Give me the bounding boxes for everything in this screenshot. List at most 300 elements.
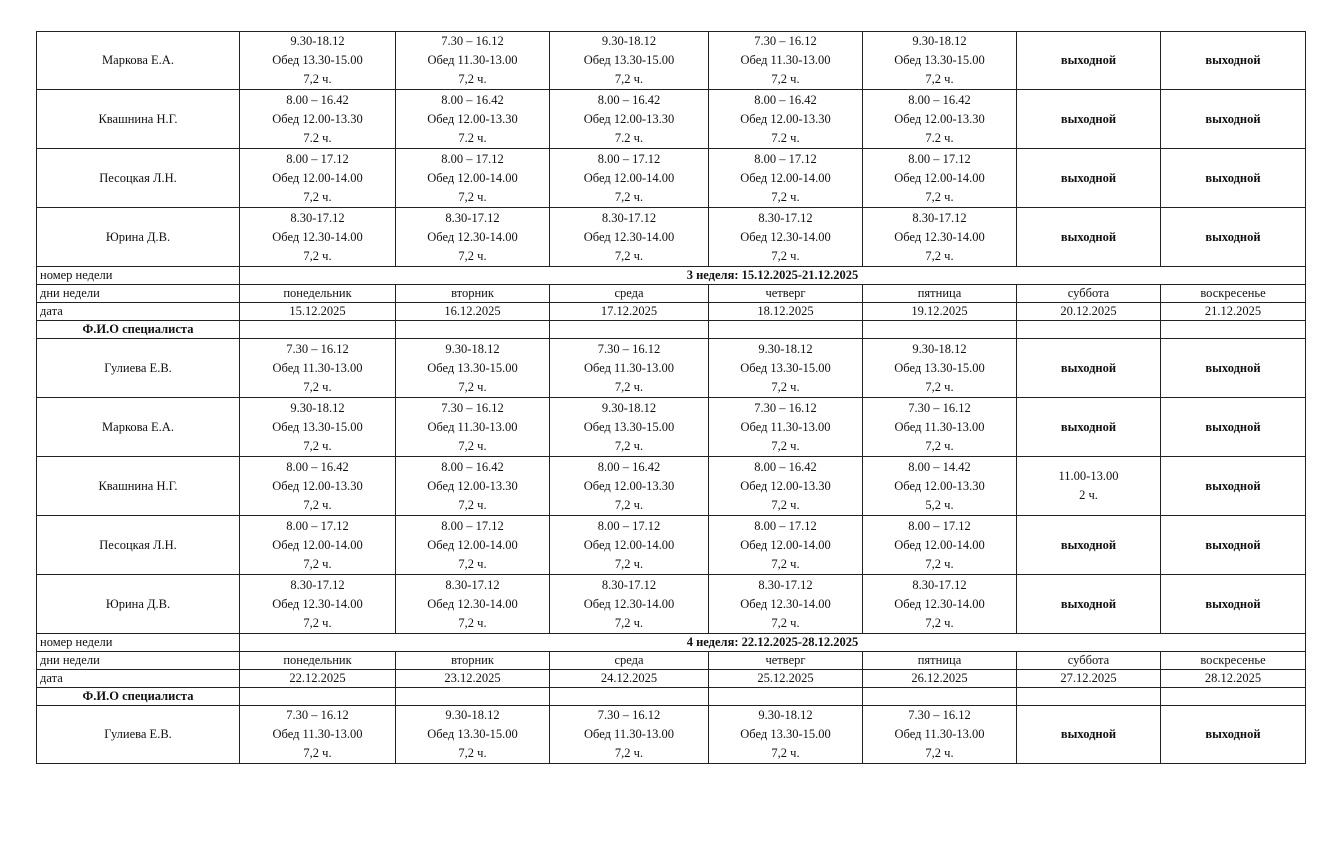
- shift-cell: [550, 208, 709, 267]
- shift-cell: [396, 208, 550, 267]
- hours-total: 7,2 ч.: [925, 72, 954, 86]
- shift-hours: 8.00 – 17.12: [286, 518, 349, 533]
- shift-cell: [709, 339, 863, 398]
- shift-hours: 8.00 – 17.12: [597, 518, 661, 533]
- shift-hours: 8.30-17.12: [290, 577, 345, 592]
- shift-cell: [550, 575, 709, 634]
- weekday-name: четверг: [709, 652, 863, 670]
- week-number-label: номер недели: [37, 634, 240, 652]
- shift-hours: 8.00 – 17.12: [441, 151, 504, 166]
- empty-cell: [1017, 688, 1161, 706]
- hours-total: 7,2 ч.: [771, 497, 800, 512]
- saturday-day-off: выходной: [1017, 706, 1161, 764]
- empty-cell: [1017, 321, 1161, 339]
- lunch-break: Обед 11.30-13.00: [583, 727, 675, 741]
- lunch-break: Обед 12.00-14.00: [894, 537, 985, 552]
- hours-total: 7,2 ч.: [771, 72, 800, 86]
- shift-cell: [550, 90, 709, 149]
- lunch-break: Обед 12.30-14.00: [740, 229, 831, 244]
- hours-total: 7,2 ч.: [303, 72, 332, 86]
- hours-total: 7,2 ч.: [771, 438, 800, 453]
- lunch-break: Обед 12.00-14.00: [427, 537, 518, 552]
- lunch-break: Обед 13.30-15.00: [583, 53, 675, 67]
- shift-hours: 8.00 – 17.12: [908, 151, 971, 166]
- date-label: дата: [37, 670, 240, 688]
- date-label: дата: [37, 303, 240, 321]
- lunch-break: Обед 12.00-13.30: [427, 111, 518, 126]
- sunday-day-off: выходной: [1161, 149, 1306, 208]
- lunch-break: Обед 11.30-13.00: [427, 419, 518, 434]
- hours-total: 7,2 ч.: [303, 248, 332, 263]
- table-row: [37, 398, 1306, 457]
- lunch-break: Обед 12.30-14.00: [272, 596, 363, 611]
- empty-cell: [396, 321, 550, 339]
- hours-total: 7,2 ч.: [614, 615, 644, 630]
- shift-cell: [709, 516, 863, 575]
- shift-cell: [240, 706, 396, 764]
- specialist-name: Маркова Е.А.: [37, 32, 240, 90]
- table-row: [37, 90, 1306, 149]
- table-row: [37, 339, 1306, 398]
- shift-cell: [550, 706, 709, 764]
- date-cell: 27.12.2025: [1017, 670, 1161, 688]
- shift-cell: [396, 575, 550, 634]
- lunch-break: Обед 13.30-15.00: [583, 419, 675, 434]
- date-cell: 16.12.2025: [396, 303, 550, 321]
- shift-hours: 8.30-17.12: [601, 577, 657, 592]
- hours-total: 7,2 ч.: [303, 497, 332, 512]
- shift-hours: 8.30-17.12: [290, 210, 345, 225]
- shift-hours: 8.30-17.12: [912, 577, 967, 592]
- shift-hours: 8.00 – 16.42: [597, 459, 661, 474]
- empty-cell: [1161, 688, 1306, 706]
- shift-hours: 8.30-17.12: [445, 577, 500, 592]
- weekday-name: понедельник: [240, 285, 396, 303]
- lunch-break: Обед 12.00-13.30: [427, 478, 518, 493]
- hours-total: 7,2 ч.: [614, 746, 644, 760]
- weekday-name: среда: [550, 652, 709, 670]
- shift-cell: [240, 457, 396, 516]
- shift-cell: [240, 149, 396, 208]
- empty-cell: [863, 688, 1017, 706]
- lunch-break: Обед 11.30-13.00: [894, 419, 985, 434]
- lunch-break: Обед 11.30-13.00: [272, 360, 363, 375]
- date-cell: 24.12.2025: [550, 670, 709, 688]
- shift-hours: 9.30-18.12: [758, 708, 813, 722]
- hours-total: 7,2 ч.: [303, 438, 332, 453]
- week-title: 4 неделя: 22.12.2025-28.12.2025: [240, 634, 1306, 652]
- weekdays-label: дни недели: [37, 285, 240, 303]
- lunch-break: Обед 12.00-14.00: [272, 537, 363, 552]
- sunday-day-off: выходной: [1161, 516, 1306, 575]
- shift-hours: 8.00 – 16.42: [286, 92, 349, 107]
- hours-total: 7.2 ч.: [925, 130, 954, 145]
- hours-total: 7,2 ч.: [614, 189, 644, 204]
- shift-cell: [240, 398, 396, 457]
- shift-cell: [709, 706, 863, 764]
- table-row: [37, 32, 1306, 90]
- lunch-break: Обед 12.30-14.00: [894, 596, 985, 611]
- specialist-name: Юрина Д.В.: [37, 575, 240, 634]
- shift-cell: [550, 339, 709, 398]
- lunch-break: Обед 13.30-15.00: [740, 360, 831, 375]
- lunch-break: Обед 12.30-14.00: [740, 596, 831, 611]
- hours-total: 7.2 ч.: [771, 130, 800, 145]
- shift-hours: 7.30 – 16.12: [754, 34, 817, 48]
- sunday-day-off: выходной: [1161, 457, 1306, 516]
- lunch-break: Обед 12.00-13.30: [272, 478, 363, 493]
- weekday-name: понедельник: [240, 652, 396, 670]
- hours-total: 7,2 ч.: [458, 72, 487, 86]
- hours-total: 7,2 ч.: [925, 189, 954, 204]
- sunday-day-off: выходной: [1161, 706, 1306, 764]
- shift-cell: [550, 457, 709, 516]
- shift-hours: 8.00 – 16.42: [441, 459, 504, 474]
- hours-total: 7,2 ч.: [925, 379, 954, 394]
- weekday-name: суббота: [1017, 285, 1161, 303]
- date-cell: 20.12.2025: [1017, 303, 1161, 321]
- date-cell: 26.12.2025: [863, 670, 1017, 688]
- shift-cell: [863, 516, 1017, 575]
- specialist-header-row: [37, 321, 1306, 339]
- empty-cell: [550, 688, 709, 706]
- sunday-day-off: выходной: [1161, 208, 1306, 267]
- saturday-day-off: выходной: [1017, 575, 1161, 634]
- shift-cell: [550, 32, 709, 90]
- hours-total: 7,2 ч.: [771, 248, 800, 263]
- weekday-name: среда: [550, 285, 709, 303]
- hours-total: 7,2 ч.: [614, 72, 644, 86]
- shift-hours: 9.30-18.12: [290, 34, 345, 48]
- specialist-header: Ф.И.О специалиста: [37, 321, 240, 339]
- hours-total: 7,2 ч.: [303, 746, 332, 760]
- hours-total: 7,2 ч.: [614, 379, 644, 394]
- lunch-break: Обед 12.00-13.30: [740, 478, 831, 493]
- weekday-name: вторник: [396, 285, 550, 303]
- date-cell: 22.12.2025: [240, 670, 396, 688]
- shift-cell: [709, 208, 863, 267]
- hours-total: 7,2 ч.: [303, 189, 332, 204]
- shift-cell: [863, 706, 1017, 764]
- shift-cell: [863, 575, 1017, 634]
- shift-cell: [396, 339, 550, 398]
- shift-hours: 8.30-17.12: [601, 210, 657, 225]
- shift-hours: 8.30-17.12: [445, 210, 500, 225]
- shift-cell: [240, 339, 396, 398]
- hours-total: 7,2 ч.: [925, 438, 954, 453]
- lunch-break: Обед 11.30-13.00: [740, 53, 831, 67]
- hours-total: 7.2 ч.: [614, 130, 644, 145]
- shift-hours: 9.30-18.12: [758, 341, 813, 356]
- shift-hours: 7.30 – 16.12: [597, 341, 661, 356]
- weekday-name: воскресенье: [1161, 285, 1306, 303]
- shift-hours: 7.30 – 16.12: [286, 708, 349, 722]
- hours-total: 7,2 ч.: [925, 615, 954, 630]
- shift-hours: 8.00 – 17.12: [908, 518, 971, 533]
- date-cell: 23.12.2025: [396, 670, 550, 688]
- empty-cell: [240, 688, 396, 706]
- shift-cell: [396, 706, 550, 764]
- hours-total: 7,2 ч.: [303, 379, 332, 394]
- lunch-break: Обед 12.00-14.00: [740, 537, 831, 552]
- hours-total: 7,2 ч.: [925, 248, 954, 263]
- weekday-name: вторник: [396, 652, 550, 670]
- specialist-name: Гулиева Е.В.: [37, 706, 240, 764]
- shift-cell: [550, 149, 709, 208]
- lunch-break: Обед 12.30-14.00: [583, 596, 675, 611]
- shift-hours: 8.00 – 16.42: [597, 92, 661, 107]
- shift-cell: [709, 32, 863, 90]
- saturday-day-off: выходной: [1017, 339, 1161, 398]
- lunch-break: Обед 12.00-14.00: [740, 170, 831, 185]
- date-cell: 17.12.2025: [550, 303, 709, 321]
- hours-total: 7,2 ч.: [458, 248, 487, 263]
- weekday-name: воскресенье: [1161, 652, 1306, 670]
- schedule-table: [36, 31, 1306, 764]
- lunch-break: Обед 12.30-14.00: [427, 229, 518, 244]
- shift-hours: 8.00 – 16.42: [754, 92, 817, 107]
- shift-hours: 9.30-18.12: [912, 34, 967, 48]
- hours-total: 7,2 ч.: [771, 189, 800, 204]
- empty-cell: [550, 321, 709, 339]
- date-cell: 25.12.2025: [709, 670, 863, 688]
- specialist-name: Маркова Е.А.: [37, 398, 240, 457]
- specialist-name: Песоцкая Л.Н.: [37, 149, 240, 208]
- shift-hours: 7.30 – 16.12: [908, 400, 971, 415]
- sunday-day-off: выходной: [1161, 32, 1306, 90]
- lunch-break: Обед 12.00-14.00: [272, 170, 363, 185]
- sunday-day-off: выходной: [1161, 90, 1306, 149]
- shift-hours: 9.30-18.12: [601, 34, 657, 48]
- hours-total: 5,2 ч.: [925, 497, 954, 512]
- week-number-row: [37, 267, 1306, 285]
- date-cell: 19.12.2025: [863, 303, 1017, 321]
- shift-cell: [240, 516, 396, 575]
- shift-hours: 8.00 – 17.12: [441, 518, 504, 533]
- lunch-break: Обед 13.30-15.00: [894, 53, 985, 67]
- shift-hours: 8.00 – 17.12: [597, 151, 661, 166]
- hours-total: 7,2 ч.: [614, 497, 644, 512]
- lunch-break: Обед 12.30-14.00: [427, 596, 518, 611]
- shift-hours: 9.30-18.12: [290, 400, 345, 415]
- hours-total: 7,2 ч.: [614, 438, 644, 453]
- empty-cell: [709, 688, 863, 706]
- table-row: [37, 516, 1306, 575]
- date-cell: 28.12.2025: [1161, 670, 1306, 688]
- shift-hours: 7.30 – 16.12: [597, 708, 661, 722]
- specialist-name: Песоцкая Л.Н.: [37, 516, 240, 575]
- lunch-break: Обед 12.00-13.30: [894, 478, 985, 493]
- date-cell: 15.12.2025: [240, 303, 396, 321]
- hours-total: 7.2 ч.: [303, 130, 332, 145]
- shift-cell: [550, 516, 709, 575]
- hours-total: 7,2 ч.: [458, 497, 487, 512]
- lunch-break: Обед 12.30-14.00: [583, 229, 675, 244]
- hours-total: 7,2 ч.: [458, 746, 487, 760]
- lunch-break: Обед 12.00-14.00: [583, 170, 675, 185]
- shift-hours: 7.30 – 16.12: [441, 34, 504, 48]
- lunch-break: Обед 13.30-15.00: [894, 360, 985, 375]
- hours-total: 7,2 ч.: [458, 189, 487, 204]
- shift-hours: 8.00 – 16.42: [441, 92, 504, 107]
- date-cell: 21.12.2025: [1161, 303, 1306, 321]
- shift-cell: [863, 32, 1017, 90]
- shift-cell: [709, 149, 863, 208]
- shift-hours: 9.30-18.12: [601, 400, 657, 415]
- shift-cell: [396, 149, 550, 208]
- lunch-break: Обед 11.30-13.00: [583, 360, 675, 375]
- shift-hours: 8.30-17.12: [912, 210, 967, 225]
- hours-total: 2 ч.: [1079, 488, 1098, 502]
- saturday-day-off: выходной: [1017, 149, 1161, 208]
- week-number-row: [37, 634, 1306, 652]
- shift-cell: [863, 90, 1017, 149]
- hours-total: 7,2 ч.: [303, 615, 332, 630]
- shift-cell: [396, 32, 550, 90]
- lunch-break: Обед 13.30-15.00: [272, 419, 363, 434]
- hours-total: 7,2 ч.: [458, 438, 487, 453]
- saturday-day-off: выходной: [1017, 32, 1161, 90]
- weekday-name: четверг: [709, 285, 863, 303]
- saturday-day-off: выходной: [1017, 398, 1161, 457]
- specialist-header: Ф.И.О специалиста: [37, 688, 240, 706]
- shift-cell: [550, 398, 709, 457]
- shift-cell: [240, 90, 396, 149]
- shift-hours: 9.30-18.12: [445, 708, 500, 722]
- hours-total: 7,2 ч.: [771, 615, 800, 630]
- lunch-break: Обед 12.00-14.00: [583, 537, 675, 552]
- lunch-break: Обед 11.30-13.00: [894, 727, 985, 741]
- shift-hours: 9.30-18.12: [445, 341, 500, 356]
- shift-cell: [709, 90, 863, 149]
- shift-cell: [709, 575, 863, 634]
- hours-total: 7,2 ч.: [771, 746, 800, 760]
- table-row: [37, 457, 1306, 516]
- shift-hours: 8.00 – 16.42: [286, 459, 349, 474]
- shift-cell: [240, 208, 396, 267]
- hours-total: 7,2 ч.: [458, 556, 487, 571]
- shift-cell: [863, 339, 1017, 398]
- saturday-shift: [1017, 457, 1161, 516]
- sunday-day-off: выходной: [1161, 339, 1306, 398]
- lunch-break: Обед 11.30-13.00: [740, 419, 831, 434]
- shift-cell: [709, 457, 863, 516]
- specialist-header-row: [37, 688, 1306, 706]
- shift-hours: 8.30-17.12: [758, 210, 813, 225]
- empty-cell: [709, 321, 863, 339]
- weekday-name: пятница: [863, 285, 1017, 303]
- lunch-break: Обед 13.30-15.00: [272, 53, 363, 67]
- specialist-name: Квашнина Н.Г.: [37, 90, 240, 149]
- shift-cell: [863, 208, 1017, 267]
- specialist-name: Юрина Д.В.: [37, 208, 240, 267]
- weekday-name: суббота: [1017, 652, 1161, 670]
- dates-row: [37, 303, 1306, 321]
- lunch-break: Обед 13.30-15.00: [427, 360, 518, 375]
- table-row: [37, 208, 1306, 267]
- lunch-break: Обед 13.30-15.00: [740, 727, 831, 741]
- shift-hours: 11.00-13.00: [1058, 469, 1119, 483]
- lunch-break: Обед 12.00-13.30: [272, 111, 363, 126]
- hours-total: 7,2 ч.: [925, 746, 954, 760]
- lunch-break: Обед 12.00-13.30: [583, 111, 675, 126]
- saturday-day-off: выходной: [1017, 516, 1161, 575]
- lunch-break: Обед 13.30-15.00: [427, 727, 518, 741]
- specialist-name: Гулиева Е.В.: [37, 339, 240, 398]
- shift-cell: [396, 90, 550, 149]
- shift-hours: 7.30 – 16.12: [908, 708, 971, 722]
- shift-hours: 7.30 – 16.12: [441, 400, 504, 415]
- empty-cell: [1161, 321, 1306, 339]
- shift-cell: [240, 32, 396, 90]
- table-row: [37, 706, 1306, 764]
- shift-cell: [863, 149, 1017, 208]
- table-row: [37, 149, 1306, 208]
- lunch-break: Обед 12.00-13.30: [894, 111, 985, 126]
- shift-hours: 8.00 – 16.42: [754, 459, 817, 474]
- shift-hours: 8.00 – 14.42: [908, 459, 971, 474]
- shift-hours: 9.30-18.12: [912, 341, 967, 356]
- shift-cell: [396, 457, 550, 516]
- shift-hours: 8.00 – 17.12: [754, 151, 817, 166]
- empty-cell: [863, 321, 1017, 339]
- shift-hours: 7.30 – 16.12: [286, 341, 349, 356]
- table-row: [37, 575, 1306, 634]
- lunch-break: Обед 12.30-14.00: [894, 229, 985, 244]
- shift-hours: 7.30 – 16.12: [754, 400, 817, 415]
- weekdays-label: дни недели: [37, 652, 240, 670]
- hours-total: 7,2 ч.: [458, 379, 487, 394]
- weekdays-row: [37, 285, 1306, 303]
- empty-cell: [240, 321, 396, 339]
- specialist-name: Квашнина Н.Г.: [37, 457, 240, 516]
- shift-cell: [863, 457, 1017, 516]
- lunch-break: Обед 12.00-13.30: [740, 111, 831, 126]
- saturday-day-off: выходной: [1017, 208, 1161, 267]
- hours-total: 7,2 ч.: [303, 556, 332, 571]
- dates-row: [37, 670, 1306, 688]
- lunch-break: Обед 12.30-14.00: [272, 229, 363, 244]
- week-number-label: номер недели: [37, 267, 240, 285]
- shift-hours: 8.00 – 16.42: [908, 92, 971, 107]
- lunch-break: Обед 11.30-13.00: [427, 53, 518, 67]
- empty-cell: [396, 688, 550, 706]
- shift-hours: 8.30-17.12: [758, 577, 813, 592]
- shift-cell: [709, 398, 863, 457]
- lunch-break: Обед 12.00-14.00: [894, 170, 985, 185]
- weekdays-row: [37, 652, 1306, 670]
- hours-total: 7,2 ч.: [614, 556, 644, 571]
- shift-hours: 8.00 – 17.12: [286, 151, 349, 166]
- shift-cell: [396, 398, 550, 457]
- lunch-break: Обед 12.00-14.00: [427, 170, 518, 185]
- date-cell: 18.12.2025: [709, 303, 863, 321]
- lunch-break: Обед 12.00-13.30: [583, 478, 675, 493]
- lunch-break: Обед 11.30-13.00: [272, 727, 363, 741]
- hours-total: 7.2 ч.: [458, 130, 487, 145]
- sunday-day-off: выходной: [1161, 398, 1306, 457]
- weekday-name: пятница: [863, 652, 1017, 670]
- hours-total: 7,2 ч.: [614, 248, 644, 263]
- hours-total: 7,2 ч.: [458, 615, 487, 630]
- hours-total: 7,2 ч.: [771, 379, 800, 394]
- shift-cell: [240, 575, 396, 634]
- shift-cell: [863, 398, 1017, 457]
- shift-hours: 8.00 – 17.12: [754, 518, 817, 533]
- hours-total: 7,2 ч.: [925, 556, 954, 571]
- saturday-day-off: выходной: [1017, 90, 1161, 149]
- week-title: 3 неделя: 15.12.2025-21.12.2025: [240, 267, 1306, 285]
